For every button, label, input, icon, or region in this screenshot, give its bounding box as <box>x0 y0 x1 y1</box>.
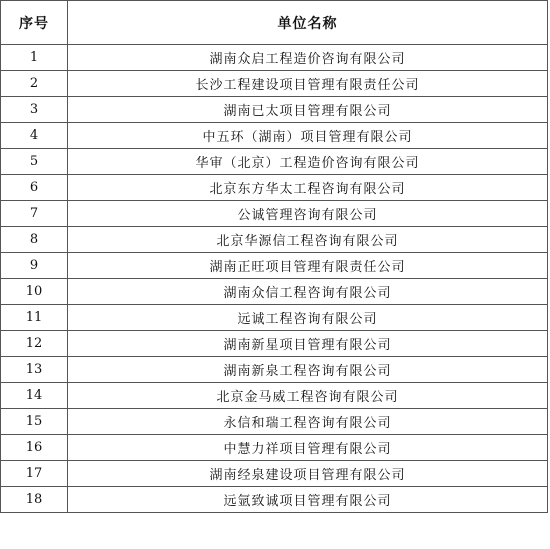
row-index: 1 <box>1 45 68 71</box>
row-index: 5 <box>1 149 68 175</box>
row-unit-name: 湖南正旺项目管理有限责任公司 <box>68 253 548 279</box>
row-index: 14 <box>1 383 68 409</box>
row-unit-name: 湖南众信工程咨询有限公司 <box>68 279 548 305</box>
table-row <box>1 383 548 409</box>
row-index: 15 <box>1 409 68 435</box>
row-unit-name: 永信和瑞工程咨询有限公司 <box>68 409 548 435</box>
row-index: 9 <box>1 253 68 279</box>
row-unit-name: 远氩致诚项目管理有限公司 <box>68 487 548 513</box>
header-index: 序号 <box>1 1 68 45</box>
table-row <box>1 331 548 357</box>
table-row <box>1 71 548 97</box>
table-row <box>1 409 548 435</box>
row-unit-name: 湖南新泉工程咨询有限公司 <box>68 357 548 383</box>
table-row <box>1 175 548 201</box>
header-unit-name: 单位名称 <box>68 1 548 45</box>
row-unit-name: 远诚工程咨询有限公司 <box>68 305 548 331</box>
table-row <box>1 305 548 331</box>
row-index: 16 <box>1 435 68 461</box>
row-unit-name: 公诚管理咨询有限公司 <box>68 201 548 227</box>
table-row <box>1 487 548 513</box>
table-row <box>1 253 548 279</box>
table-row <box>1 227 548 253</box>
row-index: 13 <box>1 357 68 383</box>
row-unit-name: 北京华源信工程咨询有限公司 <box>68 227 548 253</box>
row-index: 12 <box>1 331 68 357</box>
row-unit-name: 湖南经泉建设项目管理有限公司 <box>68 461 548 487</box>
row-index: 10 <box>1 279 68 305</box>
table-row <box>1 279 548 305</box>
table-body <box>1 45 548 513</box>
table-row <box>1 435 548 461</box>
row-index: 7 <box>1 201 68 227</box>
table-row <box>1 357 548 383</box>
table-row <box>1 461 548 487</box>
row-index: 2 <box>1 71 68 97</box>
row-unit-name: 长沙工程建设项目管理有限责任公司 <box>68 71 548 97</box>
table-row <box>1 97 548 123</box>
table-row <box>1 201 548 227</box>
row-unit-name: 北京东方华太工程咨询有限公司 <box>68 175 548 201</box>
row-unit-name: 华审（北京）工程造价咨询有限公司 <box>68 149 548 175</box>
row-index: 3 <box>1 97 68 123</box>
row-unit-name: 湖南已太项目管理有限公司 <box>68 97 548 123</box>
table-row <box>1 149 548 175</box>
row-unit-name: 北京金马威工程咨询有限公司 <box>68 383 548 409</box>
row-index: 18 <box>1 487 68 513</box>
row-index: 17 <box>1 461 68 487</box>
row-unit-name: 中五环（湖南）项目管理有限公司 <box>68 123 548 149</box>
table-row <box>1 45 548 71</box>
row-unit-name: 中慧力祥项目管理有限公司 <box>68 435 548 461</box>
row-index: 6 <box>1 175 68 201</box>
row-index: 8 <box>1 227 68 253</box>
row-index: 4 <box>1 123 68 149</box>
row-index: 11 <box>1 305 68 331</box>
row-unit-name: 湖南众启工程造价咨询有限公司 <box>68 45 548 71</box>
table-row <box>1 123 548 149</box>
table-header-row <box>1 1 548 45</box>
row-unit-name: 湖南新星项目管理有限公司 <box>68 331 548 357</box>
